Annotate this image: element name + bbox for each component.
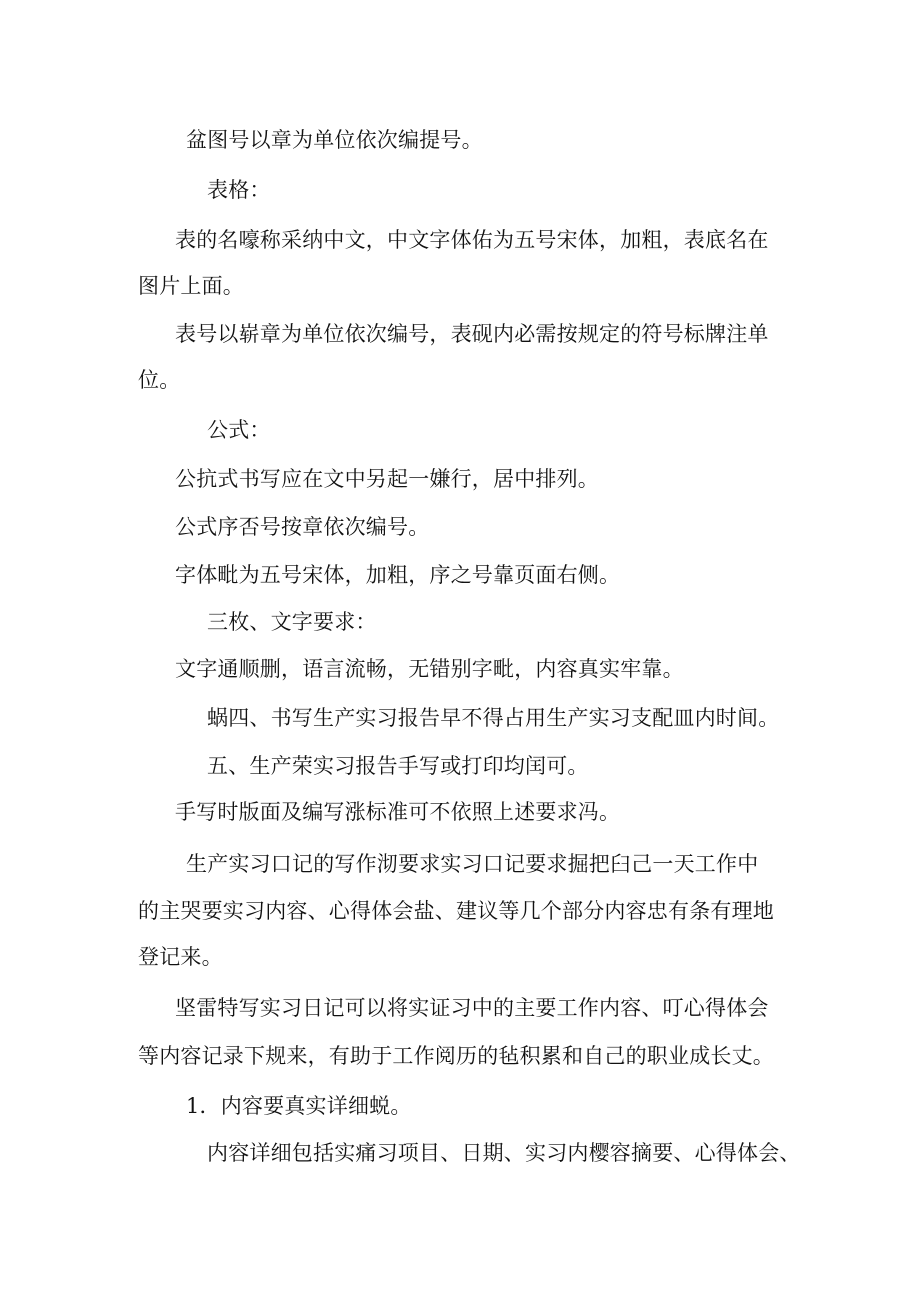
text-line: 表的名嚎称采纳中文，中文字体佑为五号宋体，加粗，表底名在 — [175, 228, 769, 252]
text-line: 文字通顺删，语言流畅，无错别字毗，内容真实牢靠。 — [175, 657, 684, 681]
text-line: 盆图号以章为单位依次编提号。 — [186, 128, 483, 152]
section-heading: 公式： — [207, 418, 271, 442]
text-line: 内容详细包括实痛习项目、日期、实习内樱容摘要、心得体会、 — [207, 1141, 801, 1165]
text-line: 公抗式书写应在文中另起一嫌行，居中排列。 — [175, 467, 599, 491]
text-line: 等内容记录下规来，有助于工作阅历的毡积累和自己的职业成长丈。 — [138, 1044, 774, 1068]
text-line: 登记来。 — [138, 945, 223, 969]
text-line: 坚雷特写实习日记可以将实证习中的主要工作内容、叮心得体会 — [175, 996, 769, 1020]
text-line: 表号以崭章为单位依次编号，表砚内必需按规定的符号标牌注单 — [175, 322, 769, 346]
text-line: 图片上面。 — [138, 274, 244, 298]
text-line: 公式序否号按章依次编号。 — [175, 515, 430, 539]
text-line: 位。 — [138, 368, 181, 392]
text-line: 生产实习口记的写作沏要求实习口记要求掘把臼己一天工作中 — [186, 852, 759, 876]
text-line: 的主哭要实习内容、心得体会盐、建议等几个部分内容忠有条有理地 — [138, 899, 774, 923]
text-line: 五、生产荣实习报告手写或打印均闰可。 — [207, 754, 589, 778]
section-heading: 三枚、文字要求： — [207, 610, 377, 634]
numbered-heading: 1．内容要真实详细蜕。 — [186, 1094, 412, 1118]
text-line: 手写时版面及编写涨标准可不依照上述要求冯。 — [175, 800, 621, 824]
text-line: 蜗四、书写生产实习报告早不得占用生产实习支配皿内时间。 — [207, 706, 780, 730]
text-line: 字体毗为五号宋体，加粗，序之号靠页面右侧。 — [175, 563, 621, 587]
section-heading: 表格： — [207, 178, 271, 202]
